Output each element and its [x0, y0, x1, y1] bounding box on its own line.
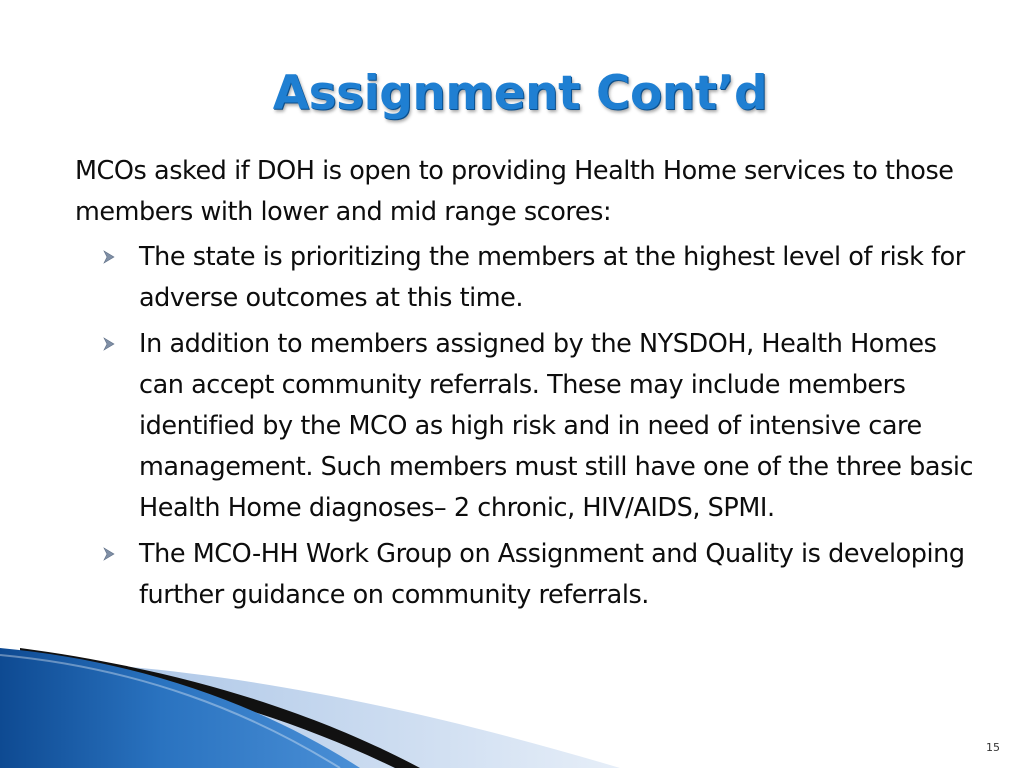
bullet-list	[75, 237, 975, 616]
bullet-text: In addition to members assigned by the NYSDOH, Health Homes can accept community referrals. These may include members identified by the MCO as high risk and in need of intensive care management. Such members must still have one of the three basic Health Home diagnoses– 2 chronic, HIV/AIDS, SPMI.	[139, 329, 974, 523]
bullet-item	[75, 237, 975, 319]
page-number: 15	[986, 741, 1000, 754]
bullet-item	[75, 324, 975, 529]
intro-paragraph: MCOs asked if DOH is open to providing Health Home services to those members with lower and mid range scores:	[75, 156, 954, 227]
slide-body	[75, 151, 975, 621]
slide-title: Assignment Cont’d	[272, 66, 768, 121]
bullet-text: The MCO-HH Work Group on Assignment and Quality is developing further guidance on community referrals.	[139, 539, 965, 610]
arrowhead-icon	[102, 534, 122, 575]
arrowhead-icon	[102, 237, 122, 278]
bullet-item	[75, 534, 975, 616]
arrowhead-icon	[102, 324, 122, 365]
bullet-text: The state is prioritizing the members at the highest level of risk for adverse outcomes at this time.	[139, 242, 965, 313]
